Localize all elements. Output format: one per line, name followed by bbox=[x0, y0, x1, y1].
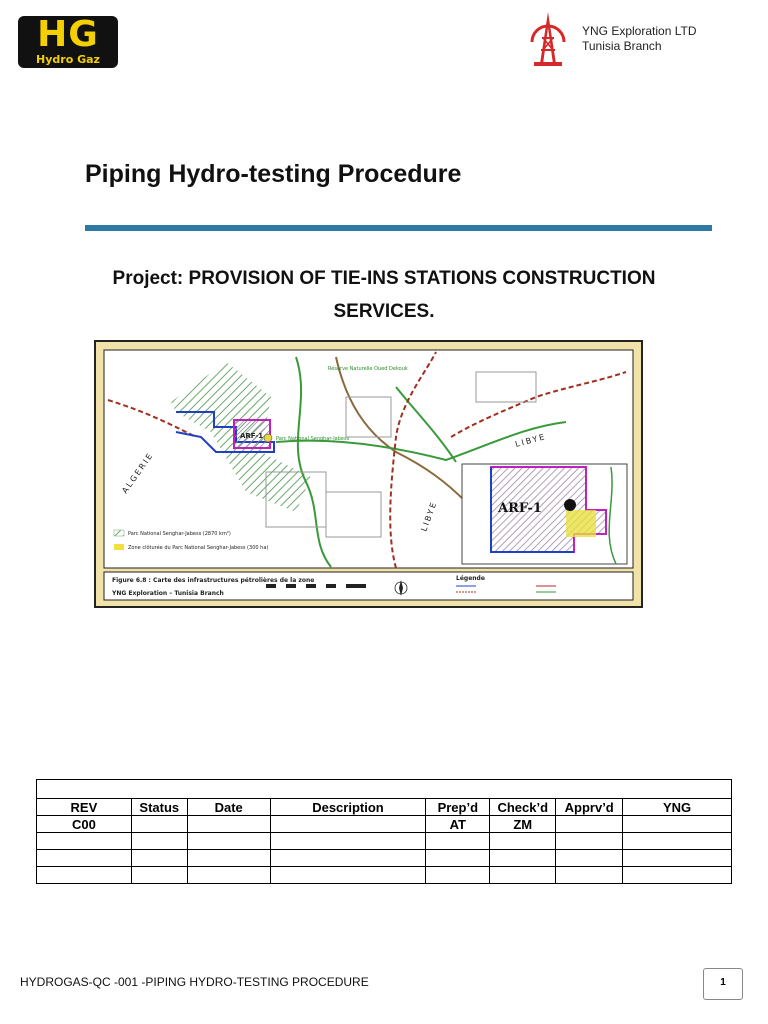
cell-approved bbox=[556, 833, 623, 850]
cell-prepared: AT bbox=[426, 816, 490, 833]
yng-company-name bbox=[582, 24, 697, 54]
table-row bbox=[37, 850, 732, 867]
libye-label-2: LIBYE bbox=[419, 499, 439, 533]
cell-date bbox=[187, 867, 270, 884]
title-divider bbox=[85, 225, 712, 231]
cell-date bbox=[187, 850, 270, 867]
cell-prepared bbox=[426, 867, 490, 884]
site-map bbox=[94, 340, 643, 608]
map-figure-caption: Figure 6.8 : Carte des infrastructures pétrolières de la zone bbox=[112, 577, 315, 584]
project-heading bbox=[60, 262, 708, 328]
libye-label-1: LIBYE bbox=[514, 432, 548, 449]
reserve-label: Réserve Naturelle Oued Dekouk bbox=[328, 366, 408, 372]
cell-yng bbox=[623, 833, 732, 850]
map-company-caption: YNG Exploration – Tunisia Branch bbox=[112, 590, 224, 597]
legend-zone: Zone clôturée du Parc National Senghar-Jabess (300 ha) bbox=[128, 545, 269, 551]
page-number: 1 bbox=[720, 977, 726, 988]
cell-description bbox=[270, 850, 426, 867]
cell-rev: C00 bbox=[37, 816, 132, 833]
col-header-description: Description bbox=[270, 799, 426, 816]
hydro-gaz-logo bbox=[18, 16, 118, 68]
table-row bbox=[37, 867, 732, 884]
cell-description bbox=[270, 867, 426, 884]
col-header-prepared: Prep’d bbox=[426, 799, 490, 816]
cell-yng bbox=[623, 816, 732, 833]
col-header-status: Status bbox=[131, 799, 187, 816]
main-block-label: ARF-1 bbox=[240, 432, 264, 440]
hg-logo-subtitle: Hydro Gaz bbox=[36, 53, 100, 66]
cell-checked bbox=[490, 850, 556, 867]
cell-checked bbox=[490, 833, 556, 850]
table-spacer-row bbox=[37, 780, 732, 799]
cell-rev bbox=[37, 867, 132, 884]
hg-logo-letters: HG bbox=[37, 16, 99, 55]
footer-document-reference: HYDROGAS-QC -001 -PIPING HYDRO-TESTING PROCEDURE bbox=[20, 975, 369, 989]
inset-block-label: ARF-1 bbox=[498, 501, 542, 516]
cell-approved bbox=[556, 867, 623, 884]
revision-table bbox=[36, 779, 732, 884]
cell-status bbox=[131, 867, 187, 884]
site-map-drawing bbox=[96, 342, 641, 606]
cell-status bbox=[131, 816, 187, 833]
col-header-checked: Check’d bbox=[490, 799, 556, 816]
legend-parc: Parc National Senghar-Jabess (2870 km²) bbox=[128, 531, 231, 537]
cell-rev bbox=[37, 850, 132, 867]
col-header-date: Date bbox=[187, 799, 270, 816]
cell-status bbox=[131, 850, 187, 867]
cell-date bbox=[187, 816, 270, 833]
cell-rev bbox=[37, 833, 132, 850]
cell-status bbox=[131, 833, 187, 850]
project-line-1: Project: PROVISION OF TIE-INS STATIONS CONSTRUCTION bbox=[112, 268, 656, 289]
document-title: Piping Hydro-testing Procedure bbox=[85, 160, 462, 188]
cell-approved bbox=[556, 850, 623, 867]
table-header-row bbox=[37, 799, 732, 816]
yng-derrick-logo-icon bbox=[528, 8, 568, 68]
project-line-2: SERVICES. bbox=[333, 301, 435, 322]
col-header-yng: YNG bbox=[623, 799, 732, 816]
cell-prepared bbox=[426, 833, 490, 850]
cell-checked bbox=[490, 867, 556, 884]
cell-prepared bbox=[426, 850, 490, 867]
parc-label: Parc National Senghar-Jabess bbox=[276, 436, 350, 442]
cell-approved bbox=[556, 816, 623, 833]
map-legend-title: Légende bbox=[456, 575, 485, 582]
yng-company-line1: YNG Exploration LTD bbox=[582, 24, 697, 38]
cell-date bbox=[187, 833, 270, 850]
cell-yng bbox=[623, 867, 732, 884]
col-header-rev: REV bbox=[37, 799, 132, 816]
table-row bbox=[37, 816, 732, 833]
col-header-approved: Apprv’d bbox=[556, 799, 623, 816]
cell-description bbox=[270, 816, 426, 833]
cell-checked: ZM bbox=[490, 816, 556, 833]
algerie-label: ALGERIE bbox=[120, 450, 156, 496]
cell-yng bbox=[623, 850, 732, 867]
table-row bbox=[37, 833, 732, 850]
page-number-box bbox=[703, 968, 743, 1000]
cell-description bbox=[270, 833, 426, 850]
yng-company-line2: Tunisia Branch bbox=[582, 39, 662, 53]
